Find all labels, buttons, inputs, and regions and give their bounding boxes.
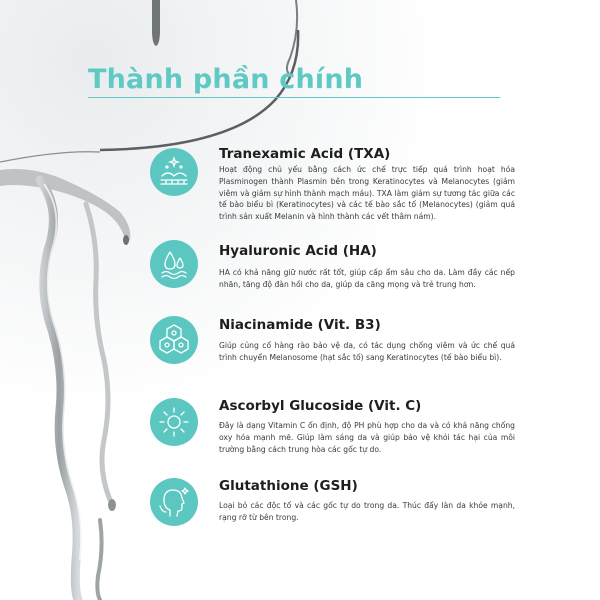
ingredient-name: Niacinamide (Vit. B3) (219, 317, 381, 333)
molecule-hexagon-icon (150, 316, 198, 364)
ingredient-description: HA có khả năng giữ nước rất tốt, giúp cấp ẩm sâu cho da. Làm đầy các nếp nhăn, tăng độ đàn hồi cho da, giúp da căng mọng và trẻ trung hơn. (219, 268, 515, 289)
ingredient-name: Hyaluronic Acid (HA) (219, 243, 377, 259)
page-title: Thành phần chính (88, 64, 364, 95)
face-care-icon (150, 478, 198, 526)
ingredient-description: Hoạt động chủ yếu bằng cách ức chế trực tiếp quá trình hoạt hóa Plasminogen thành Plasmin bên trong Keratinocytes và Melanocytes (giảm viêm và giảm sự hình thành mạch máu). TXA làm giảm sự tương tác giữa các tế bào biểu bì (Keratinocytes) và các tế bào sắc tố (Melanocytes) (giảm quá trình sản xuất Melanin và hình thành các vết thâm nám). (219, 165, 515, 222)
ingredient-name: Ascorbyl Glucoside (Vit. C) (219, 398, 422, 414)
title-underline (88, 97, 500, 98)
ingredient-description: Giúp củng cố hàng rào bảo vệ da, có tác dụng chống viêm và ức chế quá trình chuyển Melanosome (hạt sắc tố) sang Keratinocytes (tế bào biểu bì). (219, 341, 515, 362)
ingredient-description: Loại bỏ các độc tố và các gốc tự do trong da. Thúc đẩy làn da khỏe mạnh, rạng rỡ từ bên trong. (219, 501, 515, 522)
ingredient-description: Đây là dạng Vitamin C ổn định, độ PH phù hợp cho da và có khả năng chống oxy hóa mạnh mẽ. Giúp làm sáng da và giúp bảo vệ khỏi tác hại của môi trường bằng cách trung hòa các gốc tự do. (219, 421, 515, 454)
skin-layers-icon (150, 148, 198, 196)
ingredient-name: Glutathione (GSH) (219, 478, 358, 494)
water-drops-icon (150, 240, 198, 288)
ingredient-name: Tranexamic Acid (TXA) (219, 146, 391, 162)
sun-icon (150, 398, 198, 446)
